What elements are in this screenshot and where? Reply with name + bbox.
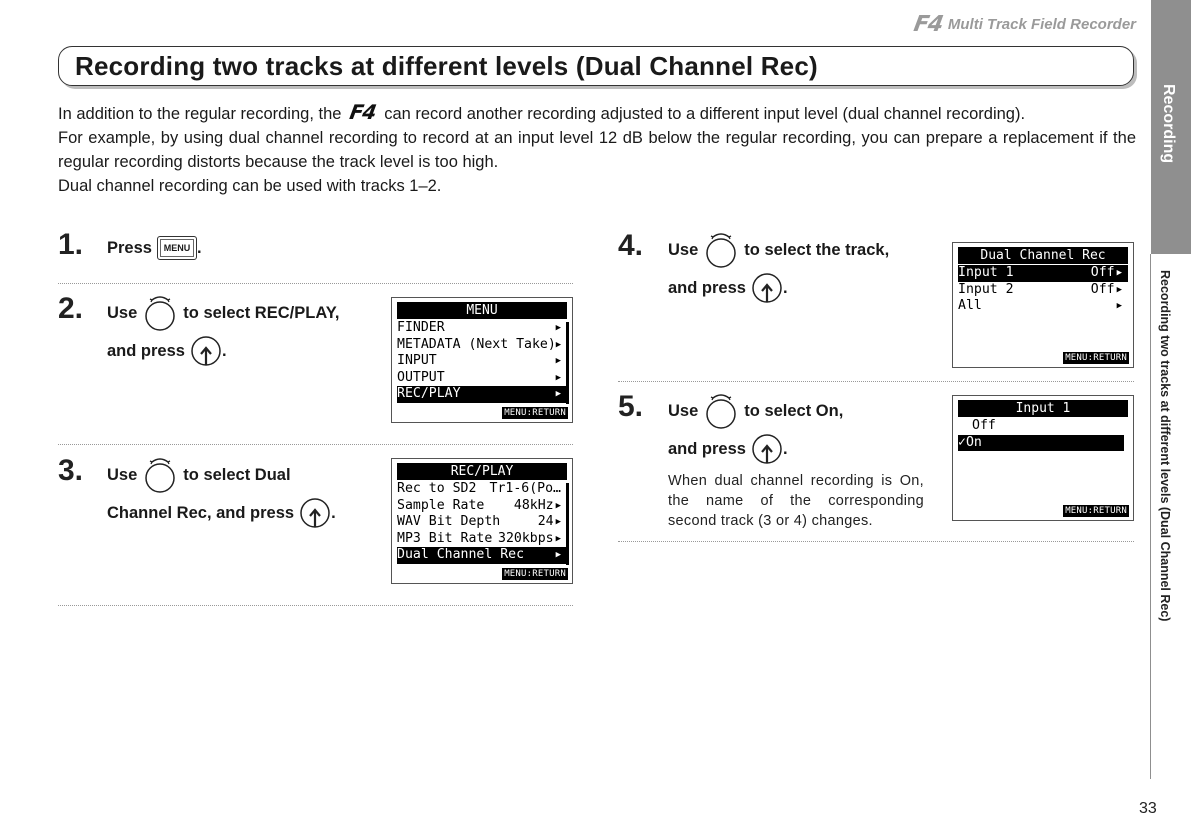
lcd-row-selected (958, 435, 1124, 452)
step-number: 3. (58, 454, 84, 487)
sidebar-line (1150, 254, 1151, 779)
lcd-scrollbar (566, 483, 569, 565)
step-text: to select On, (744, 401, 844, 420)
lcd-footer: MENU:RETURN (1065, 506, 1127, 516)
lcd-row-label: FINDER (397, 320, 445, 335)
page-header (820, 10, 1136, 38)
intro-paragraph-3: Dual channel recording can be used with tracks 1–2. (58, 177, 442, 195)
dial-icon (142, 456, 178, 494)
lcd-row-value: 48kHz (513, 497, 554, 513)
lcd-row (958, 282, 1128, 299)
step-number: 5. (618, 390, 644, 423)
lcd-row-label: INPUT (397, 353, 437, 368)
right-arrow-icon: ▶ (555, 533, 561, 544)
step-text: Press (107, 238, 152, 257)
header-subtitle: Multi Track Field Recorder (947, 15, 1136, 33)
lcd-title: Dual Channel Rec (958, 247, 1128, 264)
divider (58, 444, 573, 445)
dial-icon (142, 294, 178, 332)
right-arrow-icon: ▶ (555, 517, 561, 527)
right-arrow-icon: ▶ (1116, 268, 1122, 278)
divider (618, 381, 1134, 382)
step-text: Channel Rec, and press (107, 503, 295, 522)
step-text: and press (107, 341, 185, 360)
dial-icon (703, 231, 739, 269)
lcd-row-label: Rec to SD2 (397, 481, 477, 496)
lcd-row-label: Input 1 (958, 265, 1014, 280)
dial-icon (703, 392, 739, 430)
lcd-row-label: METADATA (Next Take) (397, 336, 556, 352)
intro-p1-before: In addition to the regular recording, the (58, 105, 342, 123)
divider (58, 605, 573, 606)
lcd-row-label: All (958, 298, 982, 313)
intro-p1-after: can record another recording adjusted to a different input level (dual channel recording). (384, 105, 1026, 123)
lcd-dual-channel-screen (952, 242, 1134, 368)
lcd-row (397, 498, 567, 515)
step-text: Use (668, 240, 699, 259)
lcd-row-label: Input 2 (958, 281, 1014, 297)
section-title: Recording two tracks at different levels (Dual Channel Rec) (75, 50, 818, 81)
section-title-box (58, 46, 1134, 86)
lcd-row-label: MP3 Bit Rate (397, 530, 493, 546)
dial-press-icon (299, 496, 331, 530)
lcd-row (397, 337, 567, 354)
lcd-row-label: REC/PLAY (397, 386, 461, 401)
lcd-row-label: Dual Channel Rec (397, 547, 525, 562)
lcd-footer: MENU:RETURN (504, 569, 566, 579)
step-end: . (782, 278, 788, 297)
f4-inline-logo: F4 (347, 100, 378, 124)
page-number: 33 (1139, 800, 1157, 817)
step-text: and press (668, 278, 746, 297)
step-text: and press (668, 439, 746, 458)
right-arrow-icon: ▶ (1116, 284, 1122, 295)
lcd-row (397, 481, 567, 498)
step-text: Use (668, 401, 699, 420)
lcd-row (397, 531, 567, 548)
lcd-footer: MENU:RETURN (1065, 353, 1127, 363)
right-arrow-icon: ▶ (1116, 301, 1122, 311)
lcd-row-label: Sample Rate (397, 497, 485, 513)
divider (58, 283, 573, 284)
lcd-title: REC/PLAY (397, 463, 567, 480)
step-end: . (196, 238, 202, 257)
dial-press-icon (190, 334, 222, 368)
lcd-row (397, 514, 567, 531)
right-arrow-icon: ▶ (555, 339, 562, 350)
f4-logo: F4 (911, 11, 945, 37)
intro-paragraph-2: For example, by using dual channel recording to record at an input level 12 dB below the regular recording, you can prepare a replacement if the regular recording distorts because the track level is too high. (58, 129, 1136, 171)
step-text: to select Dual (183, 465, 291, 484)
step-text: Use (107, 465, 138, 484)
sidebar-section-label: Recording two tracks at different levels (Dual Channel Rec) (1158, 270, 1172, 622)
lcd-footer: MENU:RETURN (504, 408, 566, 418)
lcd-row-selected (397, 547, 567, 564)
menu-key-icon: MENU (157, 236, 197, 260)
step-note: When dual channel recording is On, the name of the corresponding second track (3 or 4) changes. (668, 473, 924, 529)
lcd-row-selected (397, 386, 567, 403)
step-number: 2. (58, 292, 84, 325)
lcd-input1-screen (952, 395, 1134, 521)
dial-press-icon (751, 432, 783, 466)
right-arrow-icon: ▶ (555, 389, 561, 399)
lcd-row (958, 298, 1128, 315)
lcd-scrollbar (566, 322, 569, 404)
right-arrow-icon: ▶ (555, 323, 561, 333)
right-arrow-icon: ▶ (555, 500, 561, 511)
lcd-row-label: OUTPUT (397, 369, 445, 385)
lcd-row-value: Tr1-6(Po… (489, 481, 561, 496)
lcd-row (397, 370, 567, 387)
step-text: Use (107, 303, 138, 322)
step-end: . (782, 439, 788, 458)
lcd-title: MENU (397, 302, 567, 319)
right-arrow-icon: ▶ (555, 550, 561, 560)
intro-text (58, 100, 1136, 198)
step-number: 1. (58, 228, 84, 261)
step-text: to select REC/PLAY, (183, 303, 340, 322)
divider (618, 541, 1134, 542)
lcd-menu-screen (391, 297, 573, 423)
lcd-row-value: Off (1090, 281, 1115, 297)
lcd-row-value: Off (1090, 265, 1115, 280)
right-arrow-icon: ▶ (555, 356, 561, 366)
lcd-row-value: 320kbps (498, 530, 554, 546)
step-1 (58, 228, 573, 278)
lcd-row-label: Off (972, 418, 996, 433)
intro-paragraph-1 (58, 100, 1136, 126)
sidebar-tab-label: Recording (1160, 84, 1177, 164)
lcd-row (397, 353, 567, 370)
lcd-row-value: 24 (537, 514, 554, 529)
lcd-row (397, 320, 567, 337)
step-number: 4. (618, 229, 644, 262)
sidebar-tab-recording (1151, 0, 1191, 254)
lcd-row-label: ✓On (958, 434, 982, 450)
lcd-row-selected (958, 265, 1128, 282)
right-arrow-icon: ▶ (555, 372, 561, 383)
step-end: . (221, 341, 227, 360)
lcd-title: Input 1 (958, 400, 1128, 417)
lcd-recplay-screen (391, 458, 573, 584)
step-text: to select the track, (744, 240, 890, 259)
lcd-row-label: WAV Bit Depth (397, 514, 501, 529)
lcd-row (958, 418, 1128, 435)
dial-press-icon (751, 271, 783, 305)
step-end: . (331, 503, 336, 522)
